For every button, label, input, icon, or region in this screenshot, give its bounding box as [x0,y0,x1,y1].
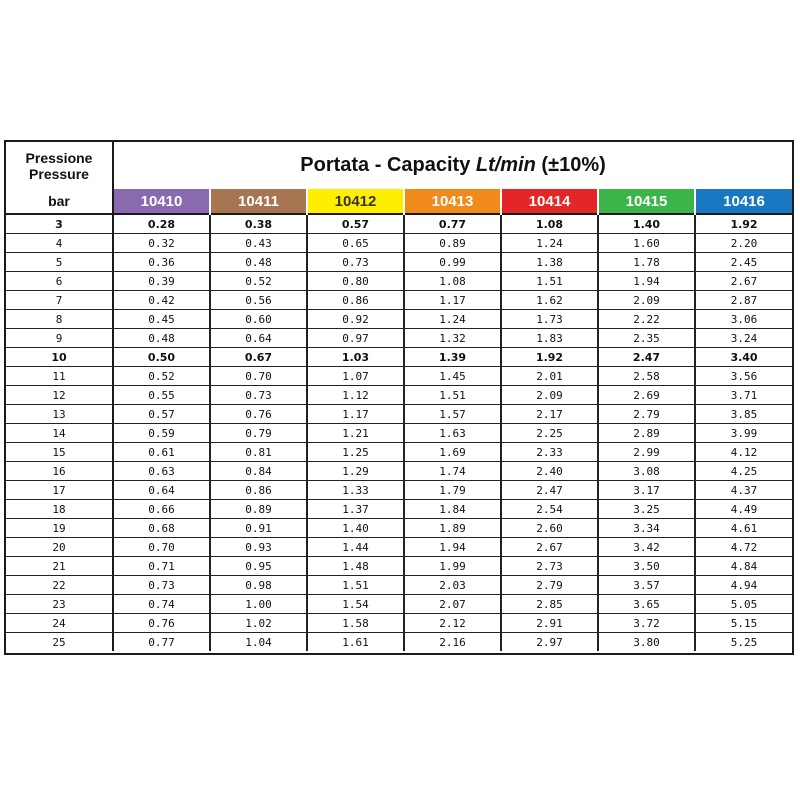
table-row [6,253,792,272]
table-row [6,386,792,405]
capacity-value: 0.66 [113,500,210,519]
capacity-value: 2.60 [501,519,598,538]
capacity-value: 1.60 [598,234,695,253]
capacity-value: 0.67 [210,348,307,367]
table-row [6,500,792,519]
capacity-value: 0.93 [210,538,307,557]
capacity-value: 2.33 [501,443,598,462]
capacity-table-frame [4,140,794,655]
capacity-value: 3.65 [598,595,695,614]
capacity-value: 1.69 [404,443,501,462]
capacity-value: 1.07 [307,367,404,386]
capacity-value: 2.79 [598,405,695,424]
pressure-value: 4 [6,234,113,253]
capacity-value: 0.43 [210,234,307,253]
capacity-value: 1.94 [404,538,501,557]
capacity-value: 0.70 [113,538,210,557]
capacity-value: 1.08 [404,272,501,291]
capacity-value: 0.55 [113,386,210,405]
capacity-value: 1.21 [307,424,404,443]
capacity-value: 4.84 [695,557,792,576]
capacity-value: 1.99 [404,557,501,576]
capacity-value: 1.02 [210,614,307,633]
nozzle-code-10414: 10414 [501,189,598,214]
capacity-value: 0.89 [404,234,501,253]
capacity-value: 1.40 [307,519,404,538]
capacity-value: 1.33 [307,481,404,500]
capacity-value: 4.72 [695,538,792,557]
capacity-value: 3.42 [598,538,695,557]
capacity-value: 0.77 [148,635,175,649]
capacity-value: 0.77 [404,214,501,234]
capacity-value: 0.57 [307,214,404,234]
pressure-value: 17 [6,481,113,500]
nozzle-code-10411: 10411 [210,189,307,214]
capacity-value: 0.39 [113,272,210,291]
capacity-value: 1.51 [501,272,598,291]
capacity-value: 0.99 [404,253,501,272]
capacity-value: 2.91 [501,614,598,633]
capacity-value: 2.67 [695,272,792,291]
capacity-value: 0.73 [113,576,210,595]
pressure-value: 23 [6,595,113,614]
capacity-value: 2.79 [501,576,598,595]
table-row [6,405,792,424]
capacity-value: 3.24 [695,329,792,348]
capacity-value: 1.17 [404,291,501,310]
capacity-value: 3.08 [598,462,695,481]
capacity-value: 2.09 [598,291,695,310]
capacity-value: 1.37 [307,500,404,519]
pressure-value: 15 [6,443,113,462]
capacity-value: 0.38 [210,214,307,234]
nozzle-code-10410: 10410 [113,189,210,214]
capacity-value: 0.52 [113,367,210,386]
capacity-value: 1.00 [210,595,307,614]
pressure-value: 7 [6,291,113,310]
capacity-value: 0.63 [113,462,210,481]
capacity-value: 0.76 [113,614,210,633]
capacity-value: 0.92 [307,310,404,329]
capacity-value: 0.76 [210,405,307,424]
capacity-value: 0.50 [113,348,210,367]
capacity-value: 3.57 [598,576,695,595]
capacity-value: 3.40 [695,348,792,367]
capacity-value: 1.58 [307,614,404,633]
pressure-header [6,142,113,189]
capacity-value: 0.95 [210,557,307,576]
capacity-value: 0.70 [210,367,307,386]
pressure-value: 5 [6,253,113,272]
capacity-value: 0.59 [113,424,210,443]
capacity-value: 0.56 [210,291,307,310]
capacity-value: 2.73 [501,557,598,576]
pressure-value: 24 [6,614,113,633]
capacity-value: 3.50 [598,557,695,576]
capacity-value: 2.07 [404,595,501,614]
capacity-value: 0.61 [113,443,210,462]
table-row [6,348,792,367]
pressure-value: 10 [6,348,113,367]
capacity-value: 0.36 [113,253,210,272]
capacity-value: 1.54 [307,595,404,614]
capacity-value: 0.48 [113,329,210,348]
capacity-table [6,142,792,651]
nozzle-code-10415: 10415 [598,189,695,214]
capacity-value: 2.99 [598,443,695,462]
capacity-value: 1.63 [404,424,501,443]
table-row [6,214,792,234]
capacity-value: 4.12 [695,443,792,462]
table-row [6,310,792,329]
capacity-value: 0.84 [210,462,307,481]
capacity-value: 4.25 [695,462,792,481]
capacity-value: 1.32 [404,329,501,348]
capacity-value: 1.74 [404,462,501,481]
capacity-value: 1.29 [307,462,404,481]
capacity-value: 1.08 [501,214,598,234]
capacity-value: 1.45 [404,367,501,386]
capacity-value: 2.03 [404,576,501,595]
title-sep: - Capacity [369,154,476,176]
capacity-value: 0.71 [113,557,210,576]
capacity-value: 0.57 [113,405,210,424]
capacity-value: 3.56 [695,367,792,386]
table-row [6,443,792,462]
pressure-value: 6 [6,272,113,291]
capacity-value: 0.86 [210,481,307,500]
capacity-value: 2.01 [501,367,598,386]
capacity-value: 0.91 [210,519,307,538]
capacity-value: 2.20 [695,234,792,253]
capacity-value: 2.17 [501,405,598,424]
capacity-value: 1.89 [404,519,501,538]
table-row [6,424,792,443]
capacity-value: 1.40 [598,214,695,234]
capacity-value: 2.47 [598,348,695,367]
capacity-value: 3.34 [598,519,695,538]
pressure-value: 16 [6,462,113,481]
pressure-value: 19 [6,519,113,538]
capacity-value: 0.98 [210,576,307,595]
capacity-value: 1.04 [210,633,307,652]
capacity-value: 1.24 [404,310,501,329]
bar-unit-label: bar [6,189,113,214]
capacity-value: 0.79 [210,424,307,443]
table-row [6,557,792,576]
pressure-value: 8 [6,310,113,329]
pressure-value: 20 [6,538,113,557]
capacity-value: 0.89 [210,500,307,519]
capacity-value: 2.89 [598,424,695,443]
capacity-value: 1.92 [695,214,792,234]
capacity-value: 2.85 [501,595,598,614]
pressure-value: 12 [6,386,113,405]
capacity-value: 5.05 [695,595,792,614]
capacity-value: 0.60 [210,310,307,329]
capacity-value: 1.39 [404,348,501,367]
capacity-value: 4.61 [695,519,792,538]
capacity-value: 1.03 [307,348,404,367]
table-row [6,538,792,557]
nozzle-code-10413: 10413 [404,189,501,214]
capacity-value: 2.16 [404,633,501,652]
capacity-value: 2.25 [501,424,598,443]
capacity-value: 1.79 [404,481,501,500]
capacity-value: 0.28 [113,214,210,234]
pressure-value: 11 [6,367,113,386]
capacity-value: 0.65 [307,234,404,253]
table-row [6,234,792,253]
capacity-value: 1.57 [404,405,501,424]
nozzle-code-10412: 10412 [307,189,404,214]
capacity-value: 0.73 [307,253,404,272]
capacity-value: 0.81 [210,443,307,462]
capacity-value: 4.37 [695,481,792,500]
capacity-value: 1.48 [307,557,404,576]
capacity-value: 0.64 [113,481,210,500]
capacity-value: 2.87 [695,291,792,310]
table-row [6,291,792,310]
capacity-value: 1.83 [501,329,598,348]
capacity-value: 0.64 [210,329,307,348]
capacity-value: 4.49 [695,500,792,519]
capacity-value: 0.42 [113,291,210,310]
capacity-value: 2.40 [501,462,598,481]
capacity-value: 0.73 [210,386,307,405]
capacity-value: 0.74 [113,595,210,614]
pressure-value: 25 [6,633,113,652]
table-row [6,272,792,291]
capacity-value: 1.92 [501,348,598,367]
capacity-value: 1.51 [307,576,404,595]
table-row [6,462,792,481]
pressure-value: 3 [6,214,113,234]
table-row [6,576,792,595]
table-row [6,614,792,633]
capacity-value: 5.15 [695,614,792,633]
capacity-value: 1.84 [404,500,501,519]
capacity-value: 2.97 [501,633,598,652]
capacity-value: 2.22 [598,310,695,329]
capacity-value: 3.71 [695,386,792,405]
capacity-value: 1.38 [501,253,598,272]
capacity-value: 1.78 [598,253,695,272]
pressure-label-en: Pressure [29,165,89,182]
capacity-value: 0.97 [307,329,404,348]
capacity-value: 2.47 [501,481,598,500]
table-row [6,595,792,614]
capacity-value: 3.17 [598,481,695,500]
capacity-value: 3.72 [598,614,695,633]
pressure-value: 13 [6,405,113,424]
title-bold: Portata [300,154,370,176]
capacity-value: 2.35 [598,329,695,348]
capacity-value: 1.62 [501,291,598,310]
pressure-value: 22 [6,576,113,595]
nozzle-code-10416: 10416 [695,189,792,214]
pressure-value: 21 [6,557,113,576]
capacity-value: 5.25 [695,633,792,652]
capacity-value: 1.51 [404,386,501,405]
capacity-value: 0.68 [113,519,210,538]
capacity-value: 2.58 [598,367,695,386]
table-row [6,481,792,500]
capacity-value: 3.06 [695,310,792,329]
capacity-value: 1.24 [501,234,598,253]
capacity-value: 0.32 [113,234,210,253]
table-row [6,633,792,652]
capacity-value: 0.52 [210,272,307,291]
capacity-value: 1.73 [501,310,598,329]
capacity-value: 1.12 [307,386,404,405]
capacity-value: 3.25 [598,500,695,519]
capacity-value: 3.99 [695,424,792,443]
capacity-value: 2.12 [404,614,501,633]
capacity-value: 3.80 [598,633,695,652]
capacity-value: 1.17 [307,405,404,424]
capacity-value: 0.48 [210,253,307,272]
capacity-value: 2.67 [501,538,598,557]
pressure-value: 9 [6,329,113,348]
pressure-label-it: Pressione [25,149,93,166]
capacity-value: 0.80 [307,272,404,291]
capacity-value: 1.44 [307,538,404,557]
capacity-value: 2.54 [501,500,598,519]
capacity-value: 2.69 [598,386,695,405]
title-unit: Lt/min [475,154,536,176]
capacity-value: 4.94 [695,576,792,595]
capacity-value: 1.25 [307,443,404,462]
pressure-value: 18 [6,500,113,519]
capacity-value: 2.09 [501,386,598,405]
table-row [6,329,792,348]
capacity-value: 1.94 [598,272,695,291]
capacity-value: 3.85 [695,405,792,424]
capacity-value: 1.61 [307,633,404,652]
capacity-value: 2.45 [695,253,792,272]
table-title [113,142,792,189]
pressure-value: 14 [6,424,113,443]
table-row [6,519,792,538]
table-row [6,367,792,386]
capacity-value: 0.45 [113,310,210,329]
capacity-value: 0.86 [307,291,404,310]
title-tolerance: (±10%) [535,154,606,176]
